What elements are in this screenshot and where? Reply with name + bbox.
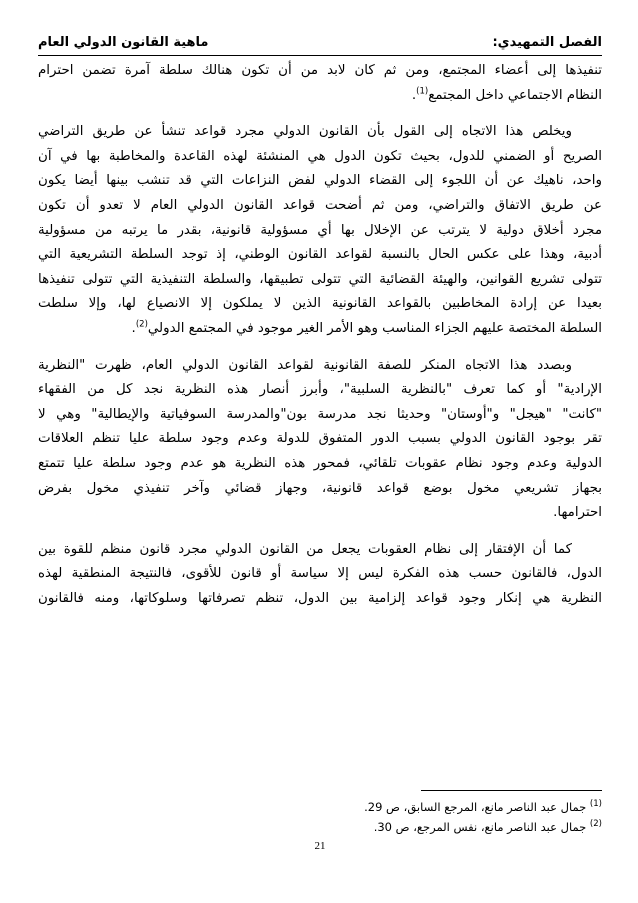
paragraph-2-line-5: مجرد أخلاق دولية لا يترتب عن الإخلال بها أي مسؤولية قانونية، بقدر ما يرتبه من مسؤولية [38, 222, 602, 238]
paragraph-2-line-9-text: السلطة المختصة عليهم الجزاء المناسب وهو الأمر الغير موجود في المجتمع الدولي [147, 320, 602, 336]
header-divider [38, 55, 602, 56]
paragraph-1-line-1: تنفيذها إلى أعضاء المجتمع، ومن ثم كان لابد من أن تكون هنالك سلطة آمرة تضمن احترام [38, 63, 602, 78]
footnote-1-text: جمال عبد الناصر مانع، المرجع السابق، ص 29. [364, 800, 587, 814]
paragraph-3-line-6: بجهاز تشريعي مخول بوضع قواعد قانونية، وجهاز قضائي وآخر تنفيذي مخول بفرض [38, 480, 602, 496]
paragraph-3-line-7: احترامها. [553, 505, 602, 521]
paragraph-2-line-3: واحد، ناهيك عن أن اللجوء إلى القضاء الدولي لفض النزاعات التي قد تنشب بينها أيضا يكون [38, 173, 602, 189]
paragraph-2-line-9 [38, 317, 602, 342]
chapter-label: الفصل التمهيدي: [492, 35, 602, 50]
page-number: 21 [314, 840, 326, 852]
paragraph-2-end: . [131, 320, 136, 336]
footnote-2-marker: (2) [589, 819, 602, 830]
paragraph-3-line-3: "كانت" "هيجل" و"أوستان" وحديثا نجد مدرسة بون"والمدرسة السوفياتية والإيطالية" وهي لا [38, 406, 602, 422]
running-header [38, 30, 602, 52]
section-title: ماهية القانون الدولي العام [38, 35, 209, 50]
footnote-ref-1: (1) [416, 86, 429, 97]
paragraph-2-line-8: بعيدا عن إرادة المخاطبين بالقواعد القانونية الذين لا يملكون إلا الانصياع لها، وإلا سلطت [38, 296, 602, 312]
footnote-divider [421, 790, 602, 791]
footnote-2-text: جمال عبد الناصر مانع، نفس المرجع، ص 30. [373, 820, 587, 834]
paragraph-1-line-2 [38, 84, 602, 109]
body-text [38, 59, 602, 611]
paragraph-2-line-2: الصريح أو الضمني للدول، بحيث تكون الدول هي المنشئة لهذه القاعدة والمخاطبة بها في آن [38, 148, 602, 164]
paragraph-2-line-6: أدبية، وهذا على عكس الحال بالنسبة لقواعد القانون الوطني، إذ توجد السلطة التشريعية التي [38, 247, 602, 263]
paragraph-2-line-4: عن طريق الاتفاق والتراضي، ومن ثم أضحت قواعد القانون الدولي العام لا تعدو أن تكون [38, 197, 602, 213]
paragraph-4-line-1: كما أن الإفتقار إلى نظام العقوبات يجعل من القانون الدولي مجرد قانون منظم للقوة بين [38, 541, 572, 557]
footnote-2 [38, 817, 602, 837]
paragraph-3-line-5: الدولية وعدم وجود نظام عقوبات تلقائي، فمحور هذه النظرية هو عدم وجود سلطة عليا تتمتع [38, 455, 602, 471]
paragraph-3-line-4: تقر بوجود القانون الدولي بسبب الدور المتفوق للدولة وعدم وجود سلطة عليا تنظم العلاقات [38, 431, 602, 447]
paragraph-2-line-1: ويخلص هذا الاتجاه إلى القول بأن القانون الدولي مجرد قواعد تنشأ عن طريق التراضي [38, 124, 572, 140]
paragraph-4-line-2: الدول، فالقانون حسب هذه الفكرة ليس إلا سياسة أو قانون للأقوى، فالنتيجة المنطقية لهذه [38, 566, 602, 582]
paragraph-gap [38, 342, 602, 354]
footnote-ref-2: (2) [135, 319, 148, 330]
footnote-1 [38, 797, 602, 817]
document-page [38, 0, 602, 903]
paragraph-2-line-7: تتولى تشريع القوانين، والهيئة القضائية التي تتولى تطبيقها، والسلطة التنفيذية التي تتولى تنفيذها [38, 271, 602, 287]
paragraph-3-line-2: الإرادية" أو كما تعرف "بالنظرية السلبية"، وأبرز أنصار هذه النظرية نجد كل من الفقهاء [38, 382, 602, 398]
paragraph-gap [38, 108, 602, 120]
paragraph-4-line-3: النظرية هي إنكار وجود قواعد إلزامية بين الدول، تنظم تصرفاتها وسلوكاتها، ومنه فالقانون [38, 590, 602, 606]
footnote-1-marker: (1) [589, 799, 602, 810]
paragraph-1-end: . [411, 87, 417, 103]
paragraph-3-line-1: وبصدد هذا الاتجاه المنكر للصفة القانونية لقواعد القانون الدولي العام، ظهرت "النظرية [38, 357, 572, 373]
paragraph-gap [38, 526, 602, 538]
paragraph-1-line-2-text: النظام الاجتماعي داخل المجتمع [428, 87, 602, 103]
footnotes [38, 797, 602, 837]
